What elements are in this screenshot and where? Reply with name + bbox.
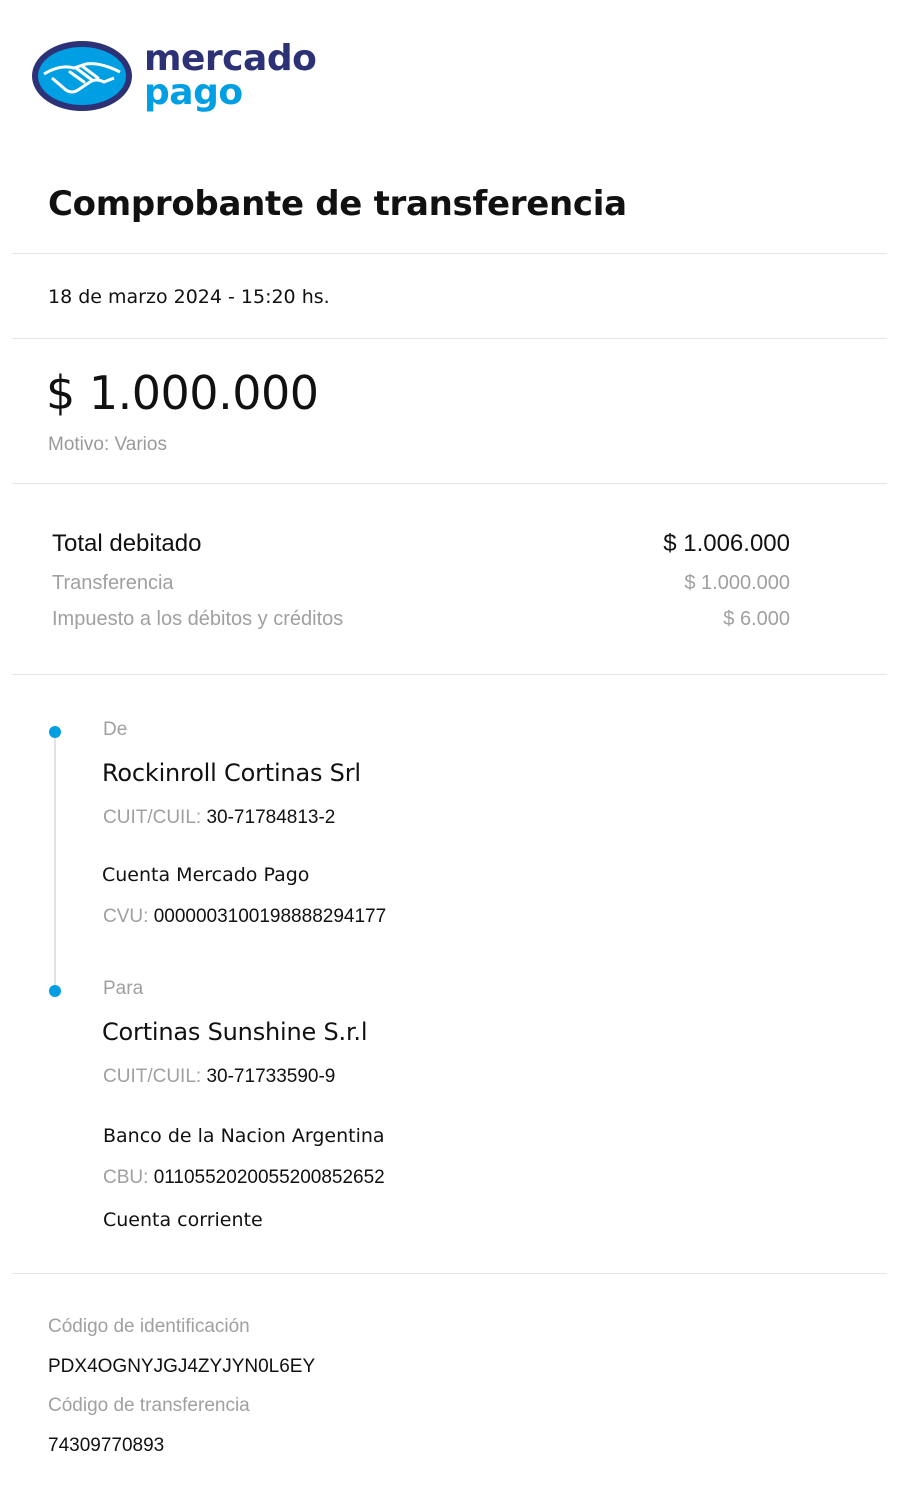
brand-word-mercado: mercado	[144, 38, 317, 79]
handshake-logo-icon	[30, 38, 134, 114]
mercado-pago-logo	[30, 38, 317, 118]
to-name: Cortinas Sunshine S.r.l	[102, 1018, 368, 1046]
from-cvu	[103, 906, 386, 928]
from-account-type: Cuenta Mercado Pago	[102, 864, 310, 886]
summary-row-label: Impuesto a los débitos y créditos	[52, 608, 344, 630]
total-debited-value: $ 1.006.000	[663, 530, 790, 557]
timeline-dot-from	[49, 726, 61, 738]
from-cvu-value: 0000003100198888294177	[153, 906, 387, 927]
timeline-line	[54, 732, 56, 990]
from-heading: De	[103, 719, 128, 740]
transfer-date: 18 de marzo 2024 - 15:20 hs.	[48, 286, 330, 308]
summary-row-value: $ 6.000	[723, 608, 790, 630]
from-cuit	[103, 807, 335, 829]
to-cbu-value: 0110552020055200852652	[153, 1167, 385, 1188]
to-cbu-label: CBU:	[103, 1167, 149, 1188]
page-title: Comprobante de transferencia	[48, 184, 627, 224]
to-cuit-label: CUIT/CUIL:	[103, 1066, 202, 1087]
to-heading: Para	[103, 978, 144, 999]
transfer-amount: $ 1.000.000	[46, 366, 319, 420]
summary-row-value: $ 1.000.000	[684, 572, 790, 594]
divider	[12, 338, 887, 339]
from-cuit-value: 30-71784813-2	[206, 807, 336, 828]
from-cvu-label: CVU:	[103, 906, 149, 927]
identification-code-label: Código de identificación	[48, 1316, 250, 1337]
brand-word-pago: pago	[144, 72, 243, 113]
divider	[12, 1273, 887, 1274]
to-bank: Banco de la Nacion Argentina	[103, 1125, 385, 1147]
to-cbu	[103, 1167, 385, 1189]
summary-row-label: Transferencia	[52, 572, 174, 594]
identification-code-value: PDX4OGNYJGJ4ZYJYN0L6EY	[48, 1356, 316, 1377]
from-cuit-label: CUIT/CUIL:	[103, 807, 202, 828]
to-cuit	[103, 1066, 335, 1088]
transfer-code-value: 74309770893	[48, 1435, 165, 1456]
transfer-code-label: Código de transferencia	[48, 1395, 250, 1416]
timeline-dot-to	[49, 985, 61, 997]
divider	[12, 253, 887, 254]
to-account-kind: Cuenta corriente	[103, 1209, 263, 1231]
from-name: Rockinroll Cortinas Srl	[102, 759, 361, 787]
to-cuit-value: 30-71733590-9	[206, 1066, 336, 1087]
transfer-reason: Motivo: Varios	[48, 434, 167, 455]
divider	[12, 483, 887, 484]
divider	[12, 674, 887, 675]
total-debited-label: Total debitado	[52, 530, 202, 557]
